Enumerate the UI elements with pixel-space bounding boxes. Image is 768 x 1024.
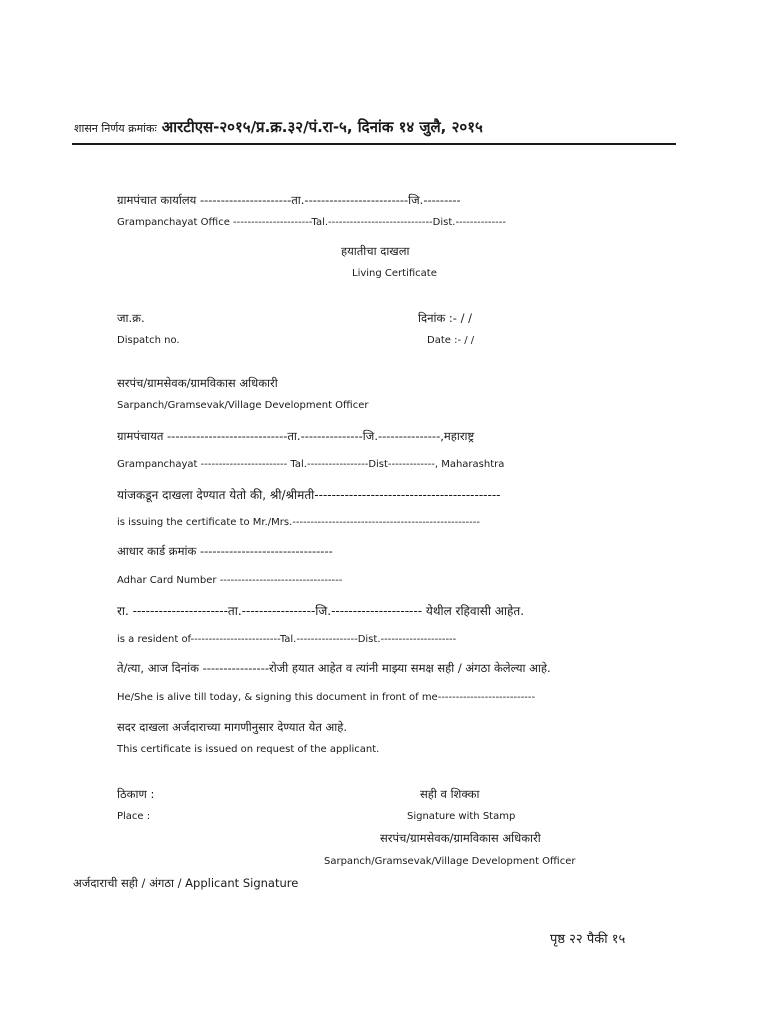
applicant-signature: अर्जदाराची सही / अंगठा / Applicant Signature [73, 876, 299, 890]
signature-label-en: Signature with Stamp [407, 811, 516, 822]
signature-label-mr: सही व शिक्का [420, 787, 480, 801]
date-label-mr: दिनांक :- / / [418, 311, 473, 325]
date-label-en: Date :- / / [427, 335, 475, 346]
resident-line-mr: रा. ----------------------ता.-----------------जि.--------------------- येथील रहिवासी आहेत. [117, 604, 525, 618]
signature-officer-mr: सरपंच/ग्रामसेवक/ग्रामविकास अधिकारी [380, 831, 541, 845]
grampanchayat-line-en: Grampanchayat ------------------------ Tal.-----------------Dist-------------, Maharashtra [117, 459, 505, 470]
dispatch-label-en: Dispatch no. [117, 335, 180, 346]
gr-prefix: शासन निर्णय क्रमांकः [74, 122, 157, 135]
officer-line-mr: सरपंच/ग्रामसेवक/ग्रामविकास अधिकारी [117, 376, 278, 390]
certificate-title-mr: हयातीचा दाखला [341, 244, 410, 258]
request-line-mr: सदर दाखला अर्जदाराच्या मागणीनुसार देण्यात येत आहे. [117, 720, 348, 734]
dispatch-label-mr: जा.क्र. [117, 311, 145, 325]
aadhar-line-en: Adhar Card Number ---------------------------------- [117, 575, 343, 586]
gr-reference [74, 117, 483, 136]
page-number: पृष्ठ २२ पैकी १५ [550, 932, 626, 947]
issuing-line-en: is issuing the certificate to Mr./Mrs.---------------------------------------------------- [117, 517, 480, 528]
certificate-title-en: Living Certificate [352, 268, 437, 279]
aadhar-line-mr: आधार कार्ड क्रमांक -------------------------------- [117, 544, 333, 558]
alive-line-en: He/She is alive till today, & signing this document in front of me--------------------------- [117, 692, 536, 703]
office-line-mr: ग्रामपंचात कार्यालय ----------------------ता.-------------------------जि.--------- [117, 193, 461, 207]
signature-officer-en: Sarpanch/Gramsevak/Village Development Officer [324, 856, 576, 867]
resident-line-en: is a resident of-------------------------Tal.-----------------Dist.--------------------- [117, 634, 457, 645]
officer-line-en: Sarpanch/Gramsevak/Village Development Officer [117, 400, 369, 411]
grampanchayat-line-mr: ग्रामपंचायत -----------------------------ता.---------------जि.---------------,महाराष्ट्र [117, 429, 475, 443]
gr-number: आरटीएस-२०१५/प्र.क्र.३२/पं.रा-५, दिनांक १४ जुलै, २०१५ [161, 118, 483, 136]
office-line-en: Grampanchayat Office ----------------------Tal.-----------------------------Dist.-------------- [117, 217, 506, 228]
alive-line-mr: ते/त्या, आज दिनांक ----------------रोजी हयात आहेत व त्यांनी माझ्या समक्ष सही / अंगठा केलेल्या आहे. [117, 661, 551, 675]
header-rule [72, 143, 676, 145]
place-label-mr: ठिकाण : [117, 787, 155, 801]
place-label-en: Place : [117, 811, 151, 822]
issuing-line-mr: यांजकडून दाखला देण्यात येतो की, श्री/श्रीमती------------------------------------------- [117, 488, 501, 502]
request-line-en: This certificate is issued on request of the applicant. [117, 744, 380, 755]
